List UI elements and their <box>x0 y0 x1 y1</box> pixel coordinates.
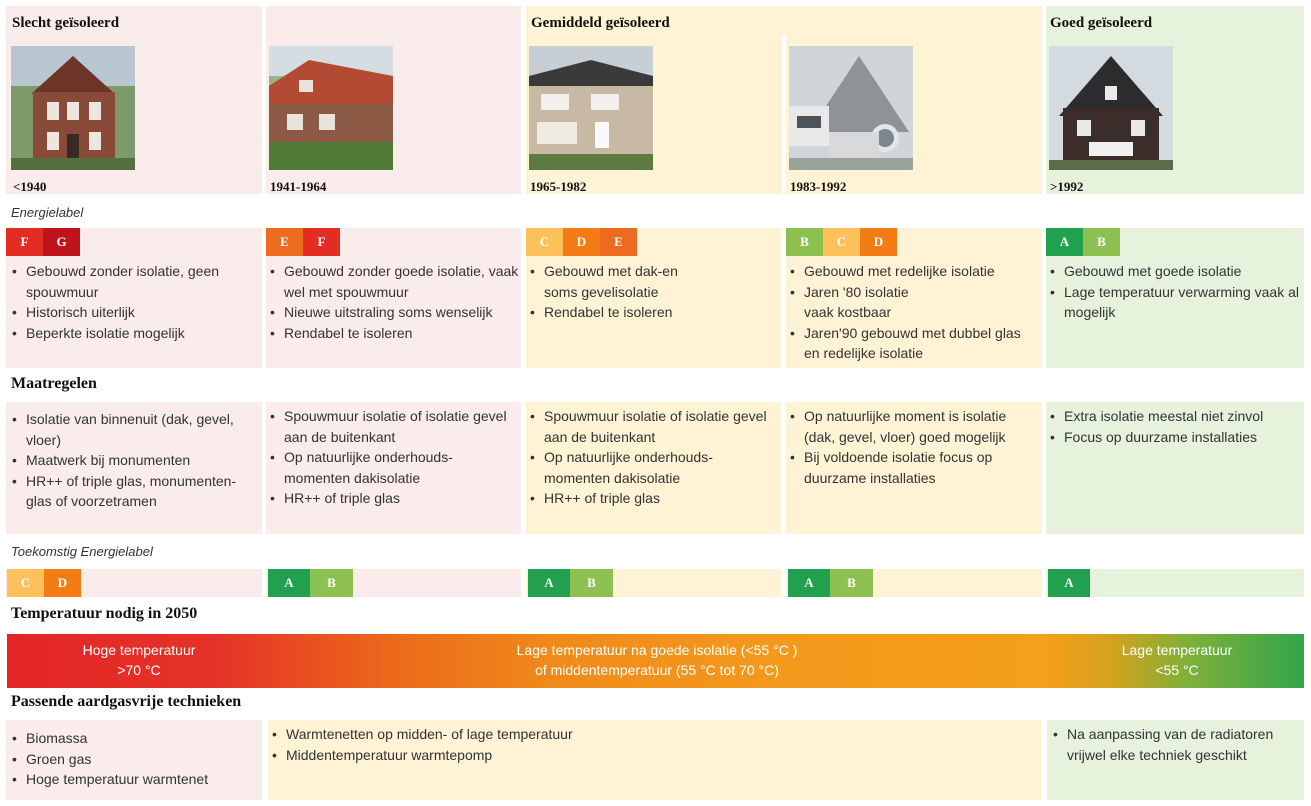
energy-label-chip: D <box>860 228 897 256</box>
temp-high-line1: Hoge temperatuur <box>82 642 196 658</box>
future-labels-4 <box>788 569 873 597</box>
energy-labels-2 <box>266 228 340 256</box>
list-item: • Maatwerk bij monumenten <box>6 450 246 471</box>
measures-list-3 <box>524 406 780 509</box>
list-item: • Jaren'90 gebouwd met dubbel glas en redelijke isolatie <box>784 323 1040 364</box>
energy-labels-3 <box>526 228 637 256</box>
category-title-poor: Slecht geïsoleerd <box>12 15 120 31</box>
temp-low <box>1087 640 1267 680</box>
period-year-5: >1992 <box>1050 179 1084 194</box>
energy-label-chip: D <box>563 228 600 256</box>
measures-list-4 <box>784 406 1024 488</box>
list-item: • Jaren '80 isolatie vaak kostbaar <box>784 282 940 323</box>
feature-list-3 <box>524 261 694 323</box>
energy-label-chip: F <box>303 228 340 256</box>
period-year-2: 1941-1964 <box>270 179 327 194</box>
temp-high-line2: >70 °C <box>117 662 161 678</box>
energy-labels-5 <box>1046 228 1120 256</box>
measures-cell-4 <box>786 402 1042 534</box>
temp-mid-line1: Lage temperatuur na goede isolatie (<55 °C ) <box>516 642 798 658</box>
list-item: • Na aanpassing van de radiatoren vrijwel elke techniek geschikt <box>1047 724 1275 765</box>
feature-list-4 <box>784 261 1040 364</box>
temperature-heading: Temperatuur nodig in 2050 <box>11 605 198 622</box>
list-item: • HR++ of triple glas <box>524 488 780 509</box>
energy-label-chip: A <box>528 569 570 597</box>
list-item: • Extra isolatie meestal niet zinvol <box>1044 406 1302 427</box>
future-cell-2 <box>266 569 521 597</box>
list-item: • Historisch uiterlijk <box>6 302 242 323</box>
list-item: • Op natuurlijke moment is isolatie (dak, gevel, vloer) goed mogelijk <box>784 406 1038 447</box>
list-item: • Spouwmuur isolatie of isolatie gevel aan de buitenkant <box>264 406 520 447</box>
techniques-list-poor <box>6 728 256 790</box>
temp-low-line1: Lage temperatuur <box>1121 642 1233 658</box>
energy-label-chip: A <box>1046 228 1083 256</box>
list-item: • Spouwmuur isolatie of isolatie gevel aan de buitenkant <box>524 406 780 447</box>
header-cell-5 <box>1046 6 1304 194</box>
category-title-good: Goed geïsoleerd <box>1050 15 1153 31</box>
feature-list-1 <box>6 261 242 343</box>
temp-mid-line2: of middentemperatuur (55 °C tot 70 °C) <box>535 662 779 678</box>
header-cell-2 <box>266 6 521 194</box>
feature-list-5 <box>1044 261 1300 323</box>
list-item: • Beperkte isolatie mogelijk <box>6 323 242 344</box>
list-item: • Gebouwd met dak-en soms gevelisolatie <box>524 261 694 302</box>
list-item: • Gebouwd met redelijke isolatie <box>784 261 1040 282</box>
energy-label-chip: A <box>788 569 830 597</box>
energy-labels-1 <box>6 228 80 256</box>
list-item: • Biomassa <box>6 728 256 749</box>
energy-label-chip: B <box>570 569 613 597</box>
energy-label-chip: E <box>600 228 637 256</box>
techniques-list-medium <box>266 724 966 765</box>
list-item: • Op natuurlijke onderhouds-momenten dakisolatie <box>264 447 484 488</box>
future-label-heading: Toekomstig Energielabel <box>11 544 153 559</box>
energy-label-chip: A <box>268 569 310 597</box>
temperature-gradient-bar <box>7 634 1304 688</box>
future-cell-1 <box>6 569 262 597</box>
house-photo-5 <box>1049 46 1173 170</box>
list-item: • Focus op duurzame installaties <box>1044 427 1302 448</box>
list-item: • HR++ of triple glas <box>264 488 520 509</box>
list-item: • Gebouwd zonder isolatie, geen spouwmuur <box>6 261 242 302</box>
house-photo-4 <box>789 46 913 170</box>
measures-list-5 <box>1044 406 1302 447</box>
feature-cell-5 <box>1046 228 1304 368</box>
list-item: • Rendabel te isoleren <box>524 302 694 323</box>
list-item: • HR++ of triple glas, monumenten-glas of voorzetramen <box>6 471 246 512</box>
energy-label-chip: D <box>44 569 81 597</box>
list-item: • Groen gas <box>6 749 256 770</box>
list-item: • Hoge temperatuur warmtenet <box>6 769 256 790</box>
future-labels-3 <box>528 569 613 597</box>
header-divider <box>782 34 786 194</box>
temp-mid <box>427 640 887 680</box>
house-photo-1 <box>11 46 135 170</box>
future-labels-2 <box>268 569 353 597</box>
techniques-cell-medium <box>268 720 1042 800</box>
measures-cell-2 <box>266 402 521 534</box>
energy-label-chip: G <box>43 228 80 256</box>
energy-label-chip: B <box>310 569 353 597</box>
techniques-heading: Passende aardgasvrije technieken <box>11 693 242 710</box>
house-photo-2 <box>269 46 393 170</box>
techniques-cell-good <box>1047 720 1304 800</box>
future-cell-3 <box>526 569 781 597</box>
energy-labels-4 <box>786 228 897 256</box>
header-cell-3 <box>526 6 1042 194</box>
list-item: • Isolatie van binnenuit (dak, gevel, vloer) <box>6 409 246 450</box>
future-cell-4 <box>786 569 1042 597</box>
energy-label-chip: F <box>6 228 43 256</box>
measures-list-1 <box>6 409 246 512</box>
header-cell-1 <box>6 6 262 194</box>
list-item: • Warmtenetten op midden- of lage temperatuur <box>266 724 966 745</box>
list-item: • Op natuurlijke onderhouds-momenten dakisolatie <box>524 447 744 488</box>
measures-heading: Maatregelen <box>11 375 97 392</box>
list-item: • Lage temperatuur verwarming vaak al mogelijk <box>1044 282 1300 323</box>
list-item: • Rendabel te isoleren <box>264 323 520 344</box>
energy-label-chip: A <box>1048 569 1090 597</box>
measures-list-2 <box>264 406 520 509</box>
future-cell-5 <box>1046 569 1304 597</box>
measures-cell-3 <box>526 402 781 534</box>
temp-high <box>27 640 251 680</box>
techniques-cell-poor <box>6 720 262 800</box>
list-item: • Nieuwe uitstraling soms wenselijk <box>264 302 520 323</box>
period-year-3: 1965-1982 <box>530 179 587 194</box>
feature-cell-2 <box>266 228 521 368</box>
feature-cell-1 <box>6 228 262 368</box>
feature-list-2 <box>264 261 520 343</box>
energy-label-heading: Energielabel <box>11 205 84 220</box>
energy-label-chip: E <box>266 228 303 256</box>
energy-label-chip: C <box>526 228 563 256</box>
period-year-1: <1940 <box>13 179 47 194</box>
energy-label-chip: B <box>1083 228 1120 256</box>
list-item: • Middentemperatuur warmtepomp <box>266 745 966 766</box>
measures-cell-1 <box>6 402 262 534</box>
future-labels-1 <box>7 569 81 597</box>
techniques-list-good <box>1047 724 1275 765</box>
list-item: • Gebouwd zonder goede isolatie, vaak wel met spouwmuur <box>264 261 520 302</box>
energy-label-chip: C <box>7 569 44 597</box>
temp-low-line2: <55 °C <box>1155 662 1199 678</box>
feature-cell-3 <box>526 228 781 368</box>
future-labels-5 <box>1048 569 1090 597</box>
period-year-4: 1983-1992 <box>790 179 847 194</box>
category-title-medium: Gemiddeld geïsoleerd <box>531 15 670 31</box>
house-photo-3 <box>529 46 653 170</box>
energy-label-chip: B <box>786 228 823 256</box>
energy-label-chip: B <box>830 569 873 597</box>
feature-cell-4 <box>786 228 1042 368</box>
energy-label-chip: C <box>823 228 860 256</box>
list-item: • Gebouwd met goede isolatie <box>1044 261 1300 282</box>
measures-cell-5 <box>1046 402 1304 534</box>
list-item: • Bij voldoende isolatie focus op duurzame installaties <box>784 447 1024 488</box>
